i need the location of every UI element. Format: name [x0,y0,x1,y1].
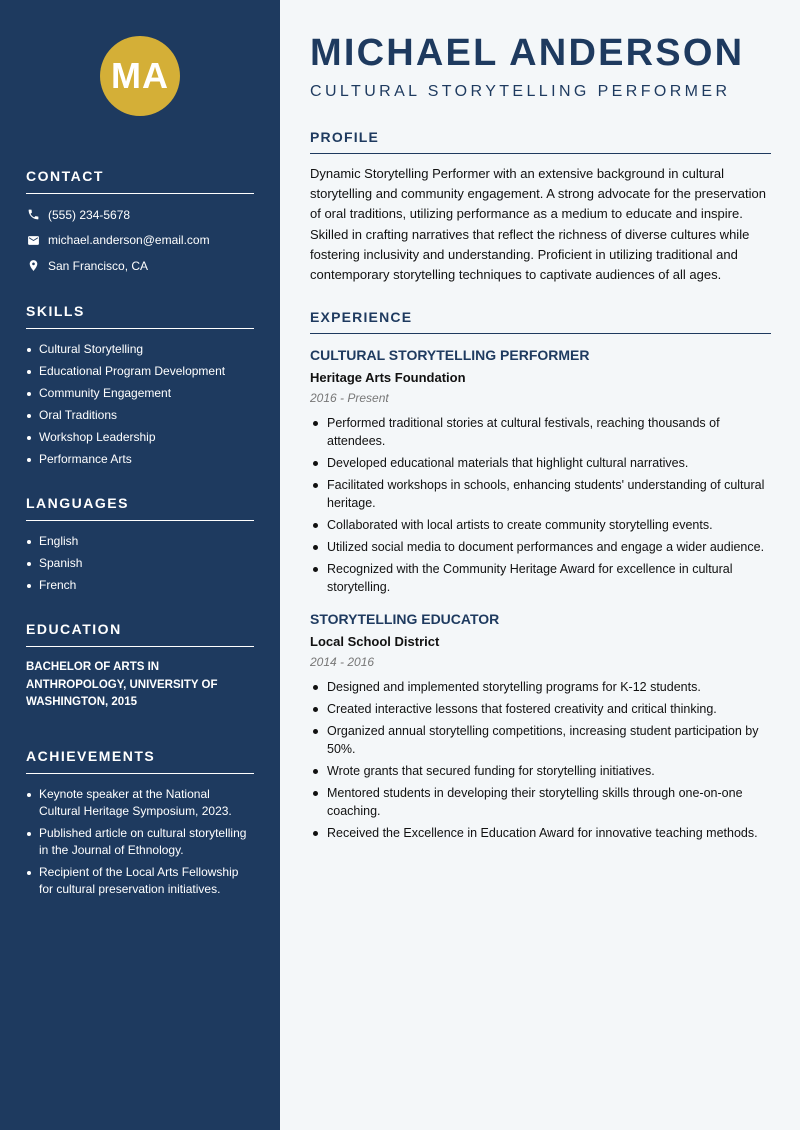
list-item: English [26,533,254,550]
achievements-heading: ACHIEVEMENTS [26,748,254,774]
education-degree: BACHELOR OF ARTS IN ANTHROPOLOGY, UNIVERSITY OF WASHINGTON, 2015 [26,661,218,708]
job-dates: 2016 - Present [310,391,389,406]
languages-list [26,533,254,594]
job-bullets [310,414,771,596]
list-item: Mentored students in developing their storytelling skills through one-on-one coaching. [310,784,771,820]
phone-text: (555) 234-5678 [48,207,131,222]
list-item: Developed educational materials that highlight cultural narratives. [310,454,771,472]
profile-section [310,129,771,285]
list-item: Keynote speaker at the National Cultural Heritage Symposium, 2023. [26,786,254,820]
list-item: Performed traditional stories at cultural festivals, reaching thousands of attendees. [310,414,771,450]
list-item: Designed and implemented storytelling programs for K-12 students. [310,678,771,696]
skills-list [26,341,254,468]
location-text: San Francisco, CA [48,258,149,273]
job-title: STORYTELLING EDUCATOR [310,611,500,628]
job-bullets [310,678,771,842]
list-item: Created interactive lessons that fostered creativity and critical thinking. [310,700,771,718]
languages-heading: LANGUAGES [26,495,254,521]
job-title: CULTURAL STORYTELLING PERFORMER [310,347,590,364]
job-entry [310,346,771,596]
skills-heading: SKILLS [26,303,254,329]
experience-heading: EXPERIENCE [310,309,771,334]
languages-section [26,495,254,594]
contact-heading: CONTACT [26,168,254,194]
achievements-list [26,786,254,898]
list-item: Spanish [26,555,254,572]
list-item: Organized annual storytelling competitions, increasing student participation by 50%. [310,722,771,758]
list-item: Educational Program Development [26,363,254,380]
list-item: Performance Arts [26,451,254,468]
education-section [26,621,254,712]
list-item: Workshop Leadership [26,429,254,446]
email-text[interactable]: michael.anderson@email.com [48,233,210,247]
contact-section [26,168,254,274]
achievements-section [26,748,254,898]
list-item: Published article on cultural storytelling in the Journal of Ethnology. [26,825,254,859]
job-company: Heritage Arts Foundation [310,370,466,386]
list-item: Cultural Storytelling [26,341,254,358]
contact-location [26,257,254,274]
job-dates: 2014 - 2016 [310,655,375,670]
location-pin-icon [26,259,40,273]
skills-section [26,303,254,468]
contact-phone [26,206,254,223]
list-item: Collaborated with local artists to create community storytelling events. [310,516,771,534]
list-item: Wrote grants that secured funding for storytelling initiatives. [310,762,771,780]
list-item: Recognized with the Community Heritage Award for excellence in cultural storytelling. [310,560,771,596]
profile-heading: PROFILE [310,129,771,154]
candidate-title: CULTURAL STORYTELLING PERFORMER [310,83,731,100]
list-item: Received the Excellence in Education Award for innovative teaching methods. [310,824,771,842]
education-heading: EDUCATION [26,621,254,647]
job-entry [310,610,771,842]
list-item: Recipient of the Local Arts Fellowship for cultural preservation initiatives. [26,864,254,898]
list-item: French [26,577,254,594]
sidebar [0,0,280,1130]
list-item: Oral Traditions [26,407,254,424]
avatar: MA [100,36,180,116]
list-item: Utilized social media to document performances and engage a wider audience. [310,538,771,556]
list-item: Community Engagement [26,385,254,402]
main-content [280,0,800,1130]
phone-icon [26,208,40,222]
contact-email [26,232,254,249]
email-icon [26,233,40,247]
job-company: Local School District [310,634,440,650]
candidate-name: MICHAEL ANDERSON [310,32,745,74]
profile-text: Dynamic Storytelling Performer with an extensive background in cultural storytelling and community engagement. A strong advocate for the preservation of oral traditions, utilizing performance as a medium to educate and inspire. Skilled in crafting narratives that reflect the richness of diverse cultures while fostering inclusivity and understanding. Proficient in utilizing traditional and contemporary storytelling techniques to captivate audiences of all ages. [310,166,766,283]
list-item: Facilitated workshops in schools, enhancing students' understanding of cultural heritage. [310,476,771,512]
experience-section [310,309,771,842]
